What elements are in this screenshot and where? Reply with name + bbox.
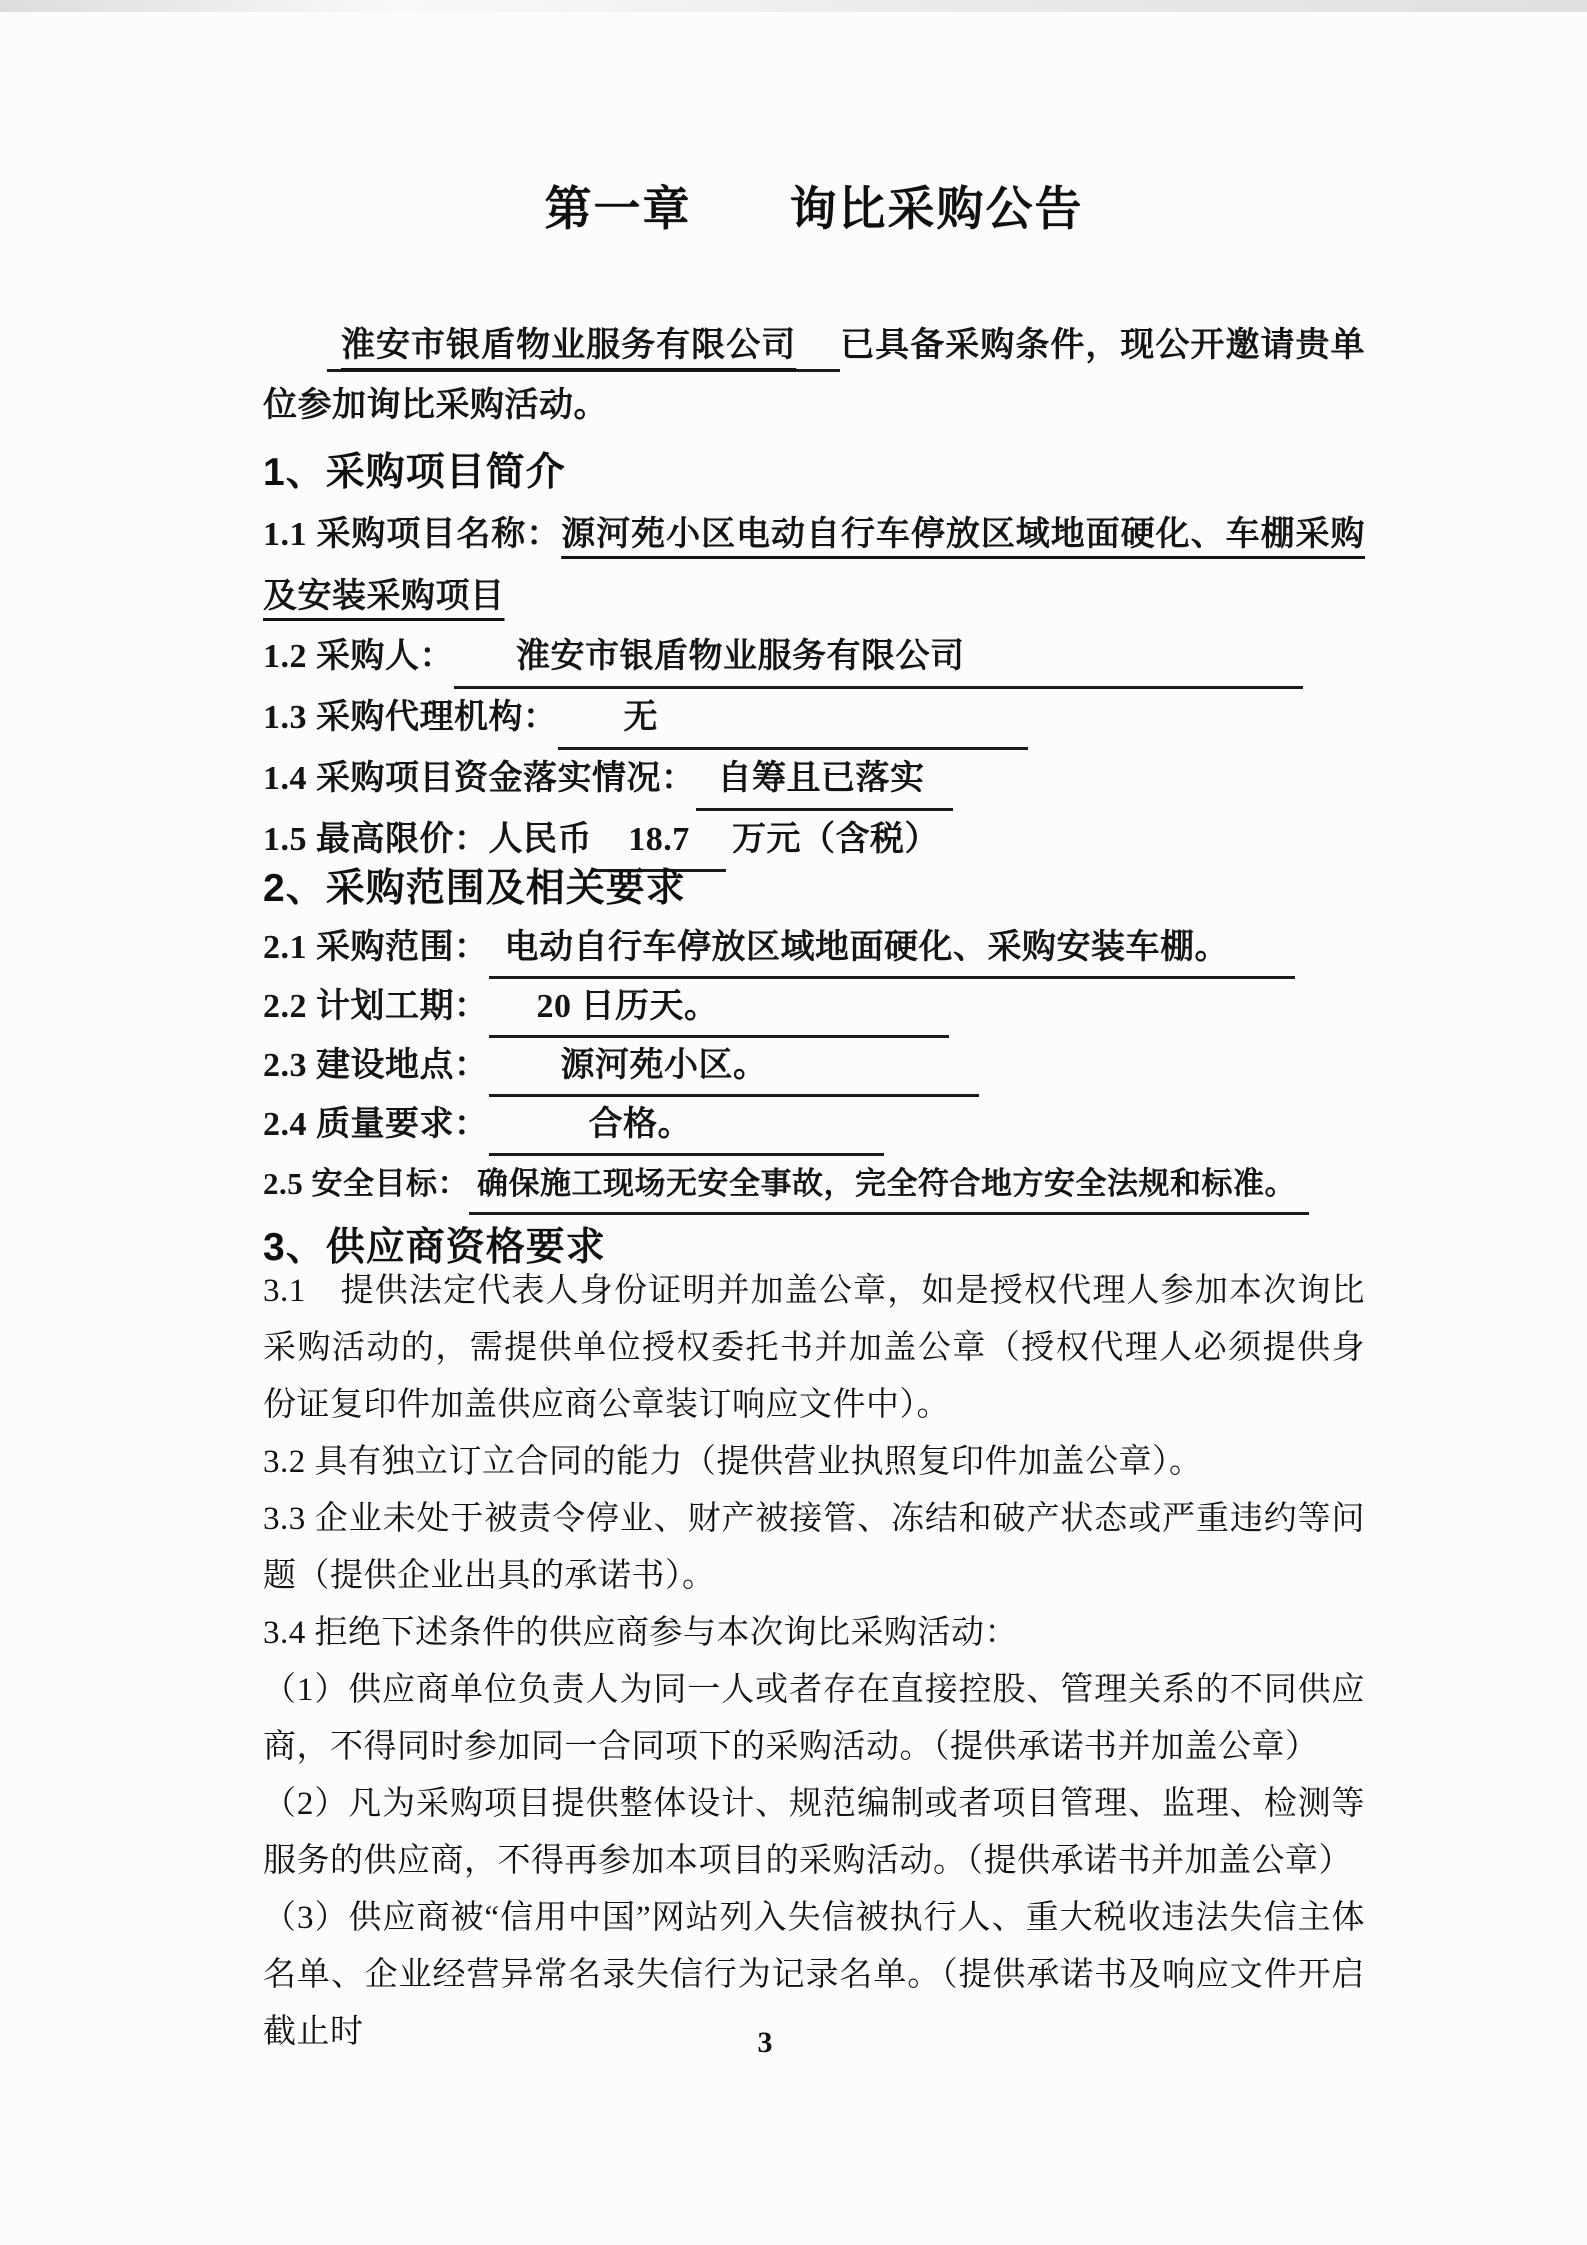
clause-3-4-item-3: （3）供应商被“信用中国”网站列入失信被执行人、重大税收违法失信主体名单、企业经营异常名录失信行为记录名单。（提供承诺书及响应文件开启截止时 — [263, 1900, 1365, 2050]
item-1-3-value-blank: 无 — [558, 689, 1028, 750]
item-2-2-value-blank: 20 日历天。 — [489, 979, 949, 1038]
item-1-2-label: 1.2 采购人： — [263, 638, 454, 675]
item-2-5-value-blank: 确保施工现场无安全事故，完全符合地方安全法规和标准。 — [469, 1156, 1309, 1215]
chapter-title: 第一章 询比采购公告 — [544, 184, 1084, 236]
item-2-5-label: 2.5 安全目标： — [263, 1166, 469, 1201]
item-1-2-value-blank: 淮安市银盾物业服务有限公司 — [454, 628, 1303, 689]
item-1-1-value: 源河苑小区电动自行车停放区域地面硬化、车棚采购及安装采购项目 — [263, 516, 1365, 615]
intro-text: 已具备采购条件，现公开邀请贵单位参加询比采购活动。 — [263, 327, 1366, 424]
item-2-4-label: 2.4 质量要求： — [263, 1106, 489, 1143]
item-1-4 — [263, 750, 1365, 811]
clause-3-3: 3.3 企业未处于被责令停业、财产被接管、冻结和破产状态或严重违约等问题（提供企业出具的承诺书）。 — [263, 1501, 1365, 1594]
clause-3-4-item-2: （2）凡为采购项目提供整体设计、规范编制或者项目管理、监理、检测等服务的供应商，不得再参加本项目的采购活动。（提供承诺书并加盖公章） — [263, 1786, 1365, 1879]
item-2-2 — [263, 979, 1365, 1038]
intro-paragraph — [263, 316, 1365, 436]
item-2-4-value-blank: 合格。 — [489, 1097, 884, 1156]
document-content — [263, 178, 1365, 2061]
section1-heading: 1、采购项目简介 — [263, 451, 566, 494]
item-1-5-value-blank: 18.7 — [592, 811, 726, 872]
item-1-1-label: 1.1 采购项目名称： — [263, 516, 562, 553]
item-1-5-suffix: 万元（含税） — [732, 821, 939, 858]
item-2-3-label: 2.3 建设地点： — [263, 1047, 489, 1084]
item-2-4 — [263, 1097, 1365, 1156]
item-1-4-label: 1.4 采购项目资金落实情况： — [263, 760, 696, 797]
clause-3-1: 3.1 提供法定代表人身份证明并加盖公章，如是授权代理人参加本次询比采购活动的，需提供单位授权委托书并加盖公章（授权代理人必须提供身份证复印件加盖供应商公章装订响应文件中）。 — [263, 1273, 1365, 1423]
item-2-3-value-blank: 源河苑小区。 — [489, 1038, 979, 1097]
clause-3-2: 3.2 具有独立订立合同的能力（提供营业执照复印件加盖公章）。 — [263, 1444, 1203, 1480]
purchaser-name-blank: 淮安市银盾物业服务有限公司 — [327, 327, 840, 372]
item-1-4-value-blank: 自筹且已落实 — [696, 750, 953, 811]
clause-3-4-item-1: （1）供应商单位负责人为同一人或者存在直接控股、管理关系的不同供应商，不得同时参加同一合同项下的采购活动。（提供承诺书并加盖公章） — [263, 1672, 1365, 1765]
page-number: 3 — [757, 2026, 773, 2059]
section2-heading: 2、采购范围及相关要求 — [263, 867, 686, 910]
item-2-1 — [263, 920, 1365, 979]
item-1-3-label: 1.3 采购代理机构： — [263, 699, 558, 736]
section2-items — [263, 920, 1365, 1215]
section3-heading: 3、供应商资格要求 — [263, 1226, 606, 1269]
clause-3-4: 3.4 拒绝下述条件的供应商参与本次询比采购活动： — [263, 1615, 1018, 1651]
item-1-2 — [263, 628, 1365, 689]
item-2-5 — [263, 1156, 1365, 1215]
item-1-1 — [263, 504, 1365, 628]
item-2-2-label: 2.2 计划工期： — [263, 988, 489, 1025]
item-2-3 — [263, 1038, 1365, 1097]
item-2-1-label: 2.1 采购范围： — [263, 929, 489, 966]
item-1-5-label: 1.5 最高限价：人民币 — [263, 821, 592, 858]
item-2-1-value-blank: 电动自行车停放区域地面硬化、采购安装车棚。 — [489, 920, 1296, 979]
item-1-3 — [263, 689, 1365, 750]
